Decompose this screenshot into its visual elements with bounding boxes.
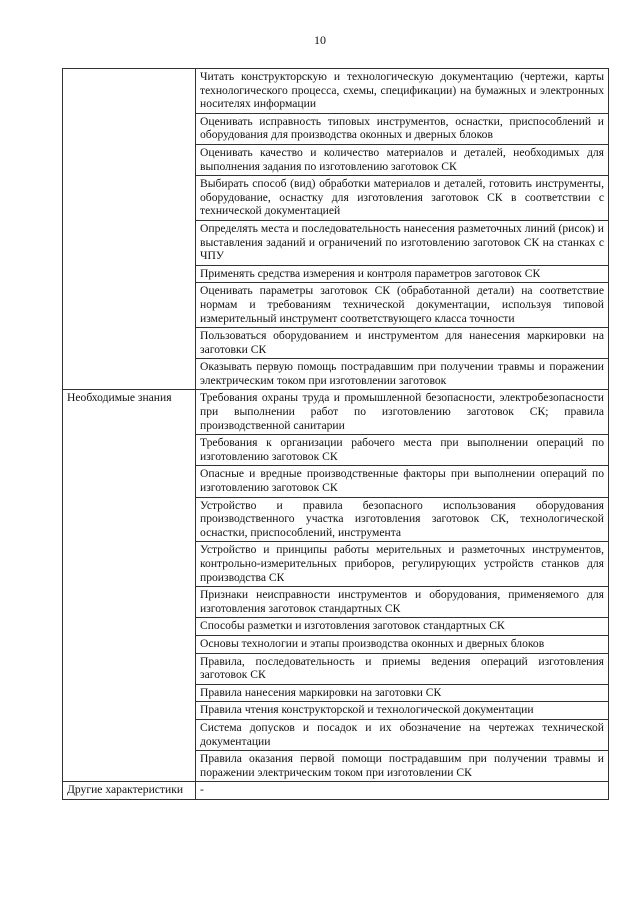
qualification-table (62, 68, 609, 800)
other-characteristics-label: Другие характеристики (63, 782, 196, 800)
skill-item: Оценивать параметры заготовок СК (обработанной детали) на соответствие нормам и требованиям технической документации, используя типовой измерительный инструмент соответствующего класса точности (196, 283, 609, 328)
skill-item: Пользоваться оборудованием и инструментом для нанесения маркировки на заготовки СК (196, 328, 609, 359)
knowledge-item: Правила чтения конструкторской и технологической документации (196, 702, 609, 720)
knowledge-item: Способы разметки и изготовления заготовок стандартных СК (196, 618, 609, 636)
table-row (63, 390, 609, 435)
knowledge-item: Опасные и вредные производственные факторы при выполнении операций по изготовлению заготовок СК (196, 466, 609, 497)
skill-item: Читать конструкторскую и технологическую документацию (чертежи, карты технологического процесса, схемы, спецификации) на бумажных и электронных носителях информации (196, 69, 609, 114)
knowledge-item: Основы технологии и этапы производства оконных и дверных блоков (196, 635, 609, 653)
knowledge-label: Необходимые знания (63, 390, 196, 782)
knowledge-item: Требования охраны труда и промышленной безопасности, электробезопасности при выполнении работ по изготовлению заготовок СК; правила производственной санитарии (196, 390, 609, 435)
knowledge-item: Признаки неисправности инструментов и оборудования, применяемого для изготовления заготовок стандартных СК (196, 587, 609, 618)
table-row (63, 782, 609, 800)
knowledge-item: Устройство и правила безопасного использования оборудования производственного участка изготовления заготовок СК, технологической оснастки, приспособлений, инструмента (196, 497, 609, 542)
skill-item: Оценивать исправность типовых инструментов, оснастки, приспособлений и оборудования для производства оконных и дверных блоков (196, 113, 609, 144)
knowledge-item: Требования к организации рабочего места при выполнении операций по изготовлению заготовок СК (196, 435, 609, 466)
skill-item: Выбирать способ (вид) обработки материалов и деталей, готовить инструменты, оборудование, оснастку для изготовления заготовок СК в соответствии с технической документацией (196, 176, 609, 221)
knowledge-item: Правила, последовательность и приемы ведения операций изготовления заготовок СК (196, 653, 609, 684)
skill-item: Определять места и последовательность нанесения разметочных линий (рисок) и выставления заданий и ограничений по изготовлению заготовок СК на станках с ЧПУ (196, 220, 609, 265)
knowledge-item: Устройство и принципы работы мерительных и разметочных инструментов, контрольно-измерительных приборов, регулирующих устройств станков для производства СК (196, 542, 609, 587)
knowledge-item: Правила оказания первой помощи пострадавшим при получении травмы и поражении электрическим током при изготовлении СК (196, 751, 609, 782)
knowledge-item: Система допусков и посадок и их обозначение на чертежах технической документации (196, 719, 609, 750)
skill-item: Оказывать первую помощь пострадавшим при получении травмы и поражении электрическим током при изготовлении заготовок (196, 359, 609, 390)
skill-item: Оценивать качество и количество материалов и деталей, необходимых для выполнения задания по изготовлению заготовок СК (196, 144, 609, 175)
table-row (63, 69, 609, 114)
skills-label-cell (63, 69, 196, 390)
knowledge-item: Правила нанесения маркировки на заготовки СК (196, 684, 609, 702)
skill-item: Применять средства измерения и контроля параметров заготовок СК (196, 265, 609, 283)
other-characteristics-value: - (196, 782, 609, 800)
page-number: 10 (314, 33, 326, 47)
